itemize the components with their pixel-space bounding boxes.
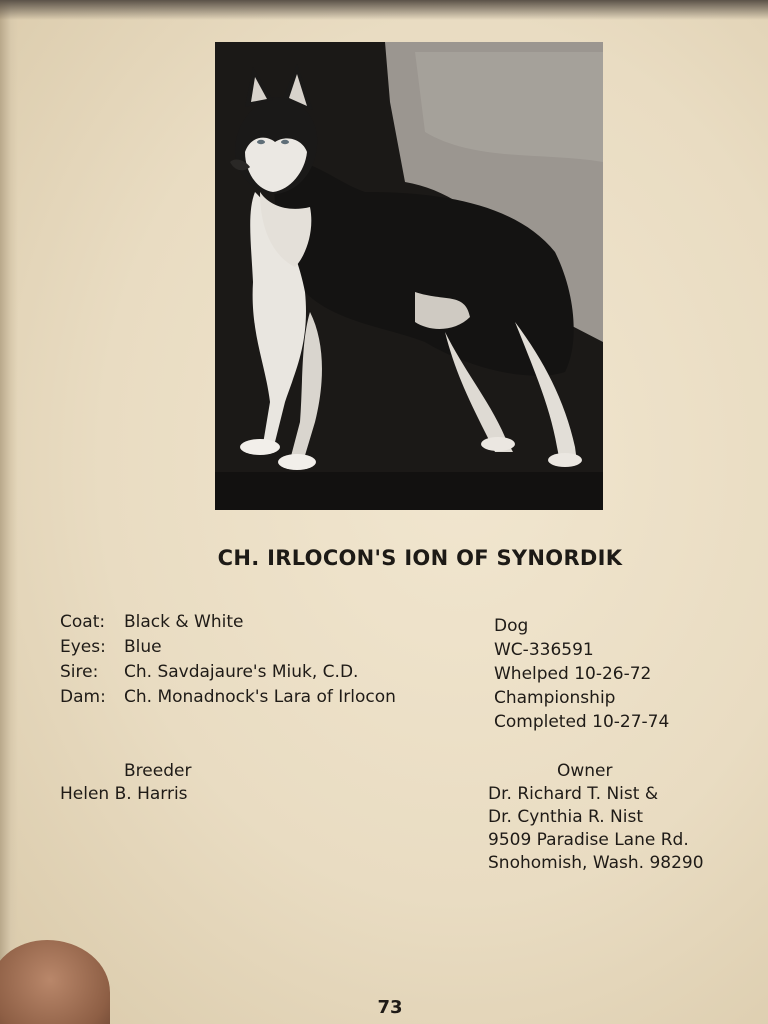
- coat-label: Coat:: [60, 612, 106, 632]
- coat-value: Black & White: [124, 612, 244, 632]
- detail-row-dam: [60, 685, 396, 710]
- breeder-name: Helen B. Harris: [60, 784, 188, 804]
- sex-text: Dog: [494, 616, 529, 636]
- completed-date: Completed 10-27-74: [494, 712, 670, 732]
- dog-details: [60, 610, 396, 710]
- dog-name-title: CH. IRLOCON'S ION OF SYNORDIK: [217, 546, 623, 570]
- breeder-heading: Breeder: [124, 761, 192, 781]
- owner-line: Dr. Cynthia R. Nist: [488, 807, 643, 827]
- sire-value: Ch. Savdajaure's Miuk, C.D.: [124, 662, 359, 682]
- whelped-date: Whelped 10-26-72: [494, 664, 652, 684]
- top-shadow: [0, 0, 768, 20]
- detail-row-sire: [60, 660, 396, 685]
- owner-line: 9509 Paradise Lane Rd.: [488, 830, 689, 850]
- registration-info: [494, 614, 669, 734]
- owner-line: Dr. Richard T. Nist &: [488, 784, 659, 804]
- owner-heading: Owner: [557, 761, 613, 781]
- eyes-value: Blue: [124, 637, 162, 657]
- dog-photo: [215, 42, 603, 510]
- dog-illustration: [215, 42, 603, 510]
- thumb: [0, 940, 110, 1024]
- owner-block: [488, 760, 704, 875]
- sire-label: Sire:: [60, 662, 99, 682]
- page-number: 73: [377, 997, 403, 1018]
- registration-number: WC-336591: [494, 640, 594, 660]
- detail-row-eyes: [60, 635, 396, 660]
- dam-label: Dam:: [60, 687, 106, 707]
- dam-value: Ch. Monadnock's Lara of Irlocon: [124, 687, 396, 707]
- page-edge: [0, 0, 18, 1024]
- owner-line: Snohomish, Wash. 98290: [488, 853, 704, 873]
- detail-row-coat: [60, 610, 396, 635]
- championship-text: Championship: [494, 688, 616, 708]
- eyes-label: Eyes:: [60, 637, 106, 657]
- breeder-block: [60, 760, 191, 806]
